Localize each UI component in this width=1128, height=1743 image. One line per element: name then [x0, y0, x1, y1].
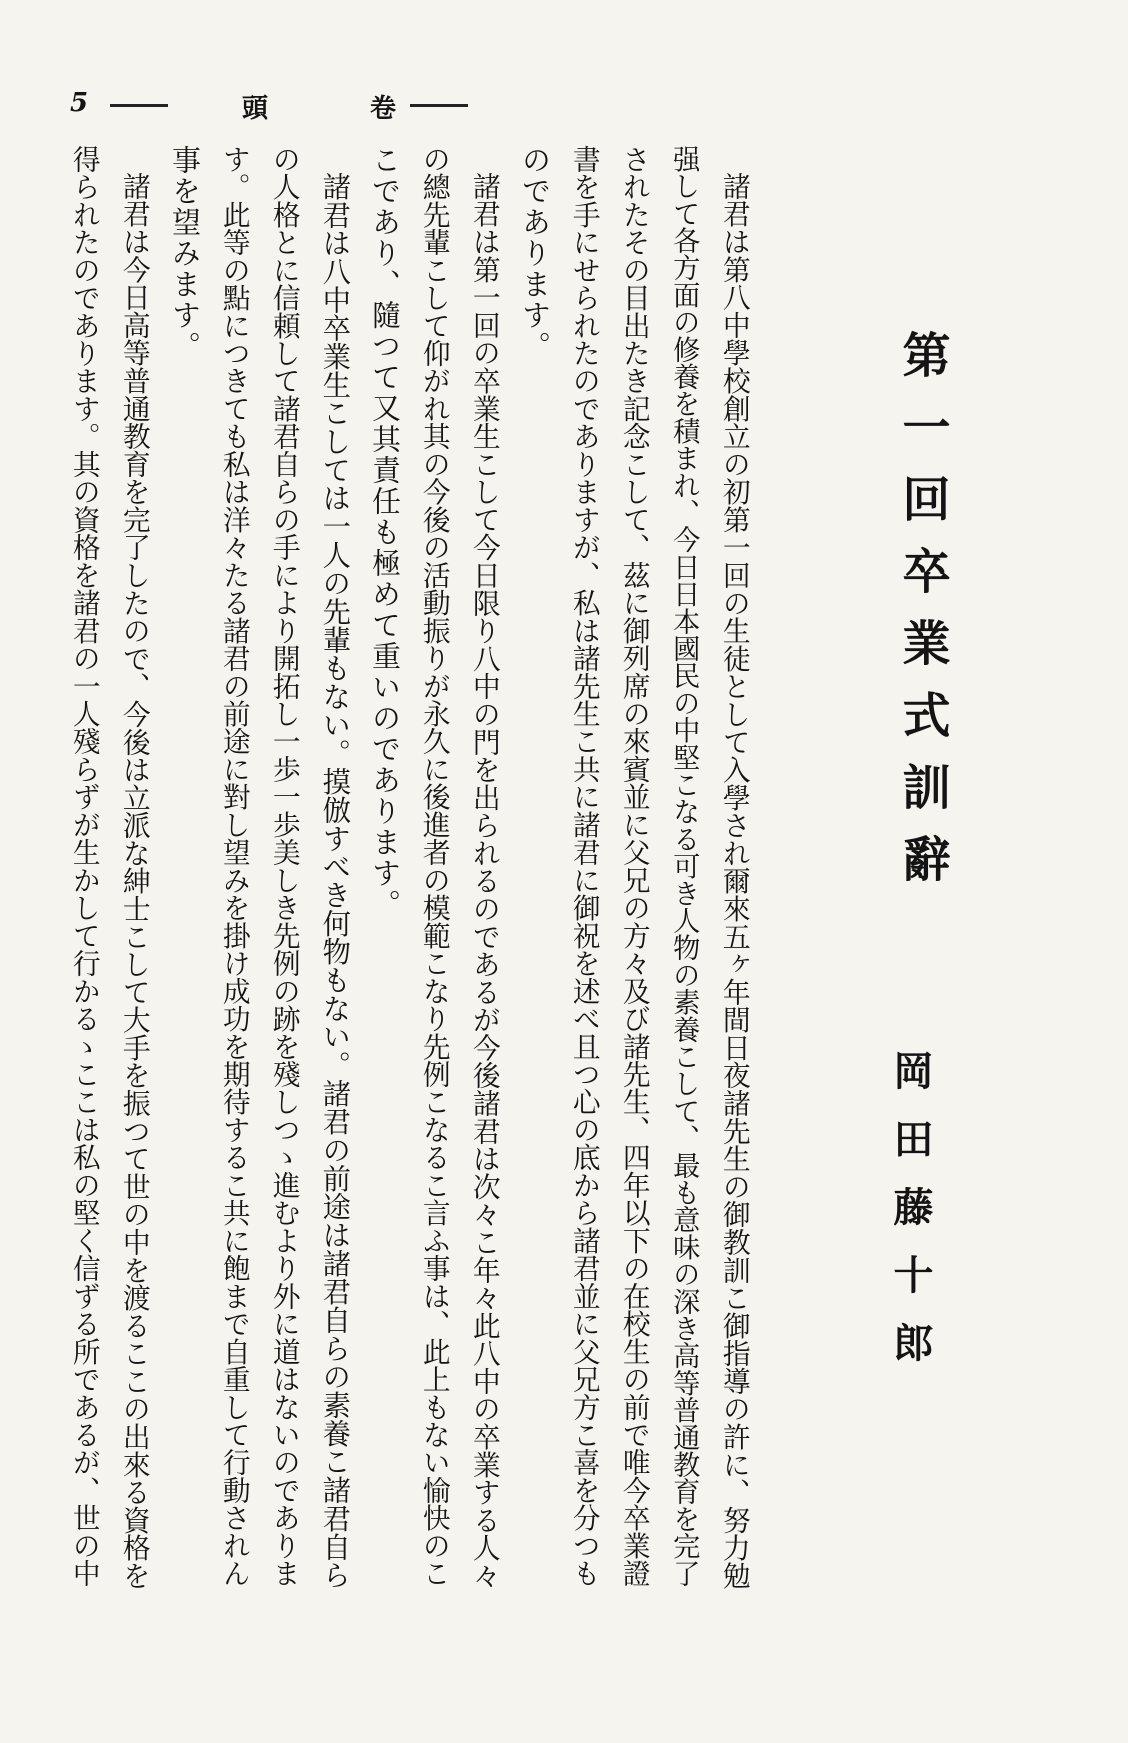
text-line: 得られたのであります。其の資格を諸君の一人殘らずが生かして行かるゝここは私の堅く信ずる所であるが、世の中 — [67, 145, 101, 1587]
text-line: 諸君は今日高等普通教育を完了したので、今後は立派な紳士こして大手を振つて世の中を渡るここの出來る資格を — [117, 172, 151, 1590]
text-line: されたその目出たき記念こして、茲に御列席の來賓並に父兄の方々及び諸先生、四年以下の在校生の前で唯今卒業證 — [617, 145, 651, 1587]
text-line: こであり、隨つて又其責任も極めて重いのであります。 — [368, 145, 402, 920]
text-line: のであります。 — [518, 145, 552, 362]
running-header — [70, 88, 420, 128]
speech-title: 第一回卒業式訓辭 — [894, 330, 950, 906]
page-number: 5 — [70, 88, 89, 118]
text-line: 事を望みます。 — [168, 145, 202, 362]
header-rule — [110, 104, 168, 107]
header-word-right: 卷 — [370, 94, 397, 124]
text-line: 諸君は八中卒業生こしては一人の先輩もない。摸倣すべき何物もない。諸君の前途は諸君自らの素養こ諸君自ら — [318, 172, 352, 1589]
text-line: 强して各方面の修養を積まれ、今日日本國民の中堅こなる可き人物の素養こして、最も意味の深き高等普通教育を完了 — [668, 145, 700, 1587]
text-line: す。此等の點につきても私は洋々たる諸君の前途に對し望みを掛け成功を期待するこ共に飽まで自重して行動されん — [217, 145, 251, 1587]
header-word-left: 頭 — [242, 94, 269, 124]
text-line: 諸君は第一回の卒業生こして今日限り八中の門を出られるのであるが今後諸君は次々こ年々此八中の卒業する人々 — [467, 172, 501, 1590]
text-line: の人格とに信頼して諸君自らの手により開拓し一歩一歩美しき先例の跡を殘しつゝ進むより外に道はないのでありま — [267, 145, 301, 1587]
text-line: 諸君は第八中學校創立の初第一回の生徒として入學され爾來五ヶ年間日夜諸先生の御教訓こ御指導の許に、努力勉 — [717, 172, 751, 1590]
text-line: の總先輩こして仰がれ其の今後の活動振りが永久に後進者の模範こなり先例こなるこ言ふ事は、此上もない愉快のこ — [417, 145, 451, 1587]
text-line: 書を手にせられたのでありますが、私は諸先生こ共に諸君に御祝を述べ且つ心の底から諸君並に父兄方こ喜を分つも — [567, 145, 601, 1587]
author-name: 岡田藤十郎 — [887, 1050, 934, 1390]
header-rule — [410, 104, 468, 107]
